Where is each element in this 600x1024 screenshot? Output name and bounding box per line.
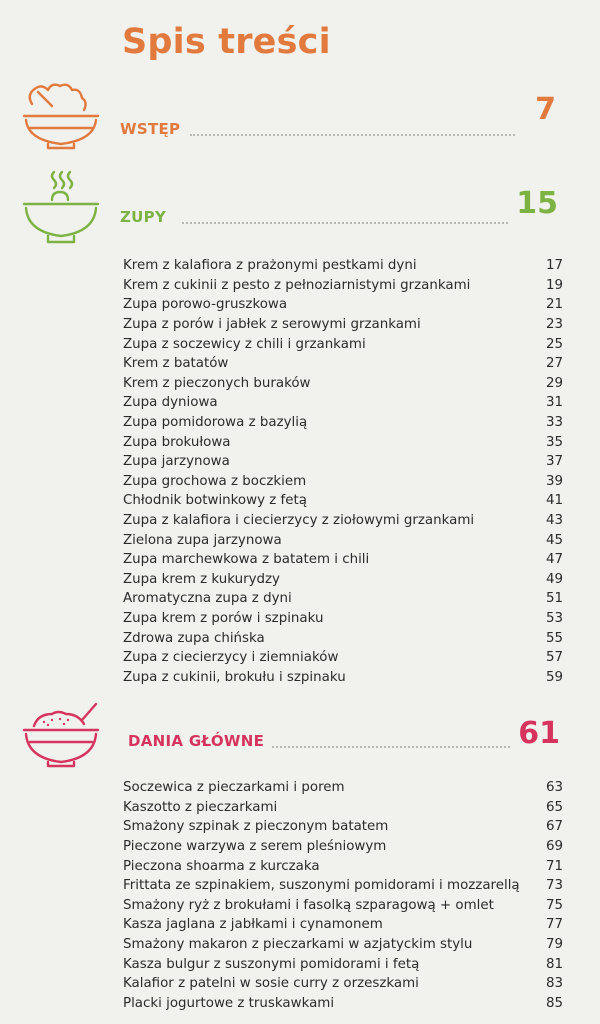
page-title: Spis treści bbox=[122, 22, 331, 62]
toc-entry-page: 55 bbox=[545, 630, 563, 646]
toc-entry-title: Zupa porowo-gruszkowa bbox=[123, 297, 288, 313]
toc-entry[interactable] bbox=[123, 778, 563, 798]
toc-entry[interactable] bbox=[123, 374, 563, 394]
toc-entry-title: Kasza jaglana z jabłkami i cynamonem bbox=[123, 917, 383, 933]
toc-entry[interactable] bbox=[123, 472, 563, 492]
toc-entry[interactable] bbox=[123, 530, 563, 550]
toc-entry-title: Chłodnik botwinkowy z fetą bbox=[123, 493, 307, 509]
toc-entry[interactable] bbox=[123, 935, 563, 955]
toc-entry-page: 53 bbox=[545, 610, 563, 626]
toc-entry-title: Krem z cukinii z pesto z pełnoziarnistymi grzankami bbox=[123, 277, 471, 293]
toc-entry[interactable] bbox=[123, 256, 563, 276]
toc-entry-title: Zupa krem z porów i szpinaku bbox=[123, 610, 324, 626]
toc-entry-page: 19 bbox=[545, 277, 563, 293]
toc-entry-page: 79 bbox=[545, 937, 563, 953]
section-page-number: 15 bbox=[516, 186, 558, 221]
toc-entry-page: 69 bbox=[545, 839, 563, 855]
toc-entry-page: 59 bbox=[545, 669, 563, 685]
toc-entry[interactable] bbox=[123, 315, 563, 335]
section-label: WSTĘP bbox=[120, 120, 181, 138]
toc-entry-page: 57 bbox=[545, 650, 563, 666]
toc-entry-page: 83 bbox=[545, 976, 563, 992]
toc-entry-page: 41 bbox=[545, 493, 563, 509]
leader-dots bbox=[182, 222, 508, 224]
toc-entry[interactable] bbox=[123, 628, 563, 648]
toc-entry-title: Zupa marchewkowa z batatem i chili bbox=[123, 552, 370, 568]
toc-entry[interactable] bbox=[123, 954, 563, 974]
section-intro[interactable] bbox=[0, 82, 600, 152]
toc-entry[interactable] bbox=[123, 334, 563, 354]
toc-entry-page: 47 bbox=[545, 552, 563, 568]
toc-entry-title: Zupa dyniowa bbox=[123, 395, 218, 411]
toc-entry-title: Placki jogurtowe z truskawkami bbox=[123, 995, 335, 1011]
toc-entry-page: 43 bbox=[545, 513, 563, 529]
toc-entry-page: 85 bbox=[545, 995, 563, 1011]
toc-entry-title: Aromatyczna zupa z dyni bbox=[123, 591, 292, 607]
toc-entry[interactable] bbox=[123, 276, 563, 296]
toc-entry-title: Zupa krem z kukurydzy bbox=[123, 571, 280, 587]
toc-entry-title: Zupa z kalafiora i ciecierzycy z ziołowymi grzankami bbox=[123, 513, 475, 529]
toc-entry[interactable] bbox=[123, 798, 563, 818]
toc-entry[interactable] bbox=[123, 413, 563, 433]
rice-bowl-icon bbox=[18, 700, 104, 770]
toc-entry-title: Zdrowa zupa chińska bbox=[123, 630, 265, 646]
toc-entry-page: 25 bbox=[545, 336, 563, 352]
toc-entry-title: Smażony szpinak z pieczonym batatem bbox=[123, 819, 389, 835]
section-page-number: 7 bbox=[535, 92, 556, 127]
toc-entry[interactable] bbox=[123, 491, 563, 511]
mains-list bbox=[123, 778, 563, 1013]
toc-entry-page: 67 bbox=[545, 819, 563, 835]
toc-entry[interactable] bbox=[123, 974, 563, 994]
toc-entry[interactable] bbox=[123, 432, 563, 452]
toc-entry[interactable] bbox=[123, 354, 563, 374]
toc-entry[interactable] bbox=[123, 452, 563, 472]
soups-list bbox=[123, 256, 563, 687]
toc-entry-page: 29 bbox=[545, 375, 563, 391]
toc-entry-title: Zupa z ciecierzycy i ziemniaków bbox=[123, 650, 339, 666]
toc-entry-page: 49 bbox=[545, 571, 563, 587]
toc-entry-title: Zupa pomidorowa z bazylią bbox=[123, 415, 308, 431]
toc-entry-page: 33 bbox=[545, 415, 563, 431]
leader-dots bbox=[190, 134, 515, 136]
toc-entry-page: 75 bbox=[545, 897, 563, 913]
toc-entry-page: 65 bbox=[545, 799, 563, 815]
toc-entry-title: Krem z pieczonych buraków bbox=[123, 375, 311, 391]
toc-entry[interactable] bbox=[123, 896, 563, 916]
toc-entry-title: Kasza bulgur z suszonymi pomidorami i fetą bbox=[123, 956, 420, 972]
section-label: ZUPY bbox=[120, 208, 167, 226]
salad-bowl-icon bbox=[18, 82, 104, 152]
toc-entry[interactable] bbox=[123, 570, 563, 590]
toc-entry[interactable] bbox=[123, 550, 563, 570]
toc-entry-title: Krem z kalafiora z prażonymi pestkami dyni bbox=[123, 258, 417, 274]
toc-entry-page: 35 bbox=[545, 434, 563, 450]
toc-entry-page: 45 bbox=[545, 532, 563, 548]
toc-entry[interactable] bbox=[123, 589, 563, 609]
toc-entry-page: 27 bbox=[545, 356, 563, 372]
soup-bowl-icon bbox=[18, 170, 104, 250]
toc-entry[interactable] bbox=[123, 915, 563, 935]
toc-entry[interactable] bbox=[123, 393, 563, 413]
toc-entry-title: Frittata ze szpinakiem, suszonymi pomidorami i mozzarellą bbox=[123, 878, 520, 894]
toc-entry-page: 81 bbox=[545, 956, 563, 972]
toc-entry-title: Zupa grochowa z boczkiem bbox=[123, 473, 307, 489]
leader-dots bbox=[272, 746, 510, 748]
section-soups[interactable] bbox=[0, 170, 600, 240]
toc-entry-title: Smażony ryż z brokułami i fasolką szparagową + omlet bbox=[123, 897, 494, 913]
toc-entry[interactable] bbox=[123, 667, 563, 687]
toc-entry-page: 39 bbox=[545, 473, 563, 489]
toc-entry-page: 63 bbox=[545, 780, 563, 796]
toc-entry-title: Zupa z porów i jabłek z serowymi grzankami bbox=[123, 317, 421, 333]
toc-entry[interactable] bbox=[123, 609, 563, 629]
section-label: DANIA GŁÓWNE bbox=[128, 732, 265, 750]
toc-entry-page: 77 bbox=[545, 917, 563, 933]
toc-entry-title: Pieczona shoarma z kurczaka bbox=[123, 858, 320, 874]
toc-entry[interactable] bbox=[123, 817, 563, 837]
toc-entry-title: Soczewica z pieczarkami i porem bbox=[123, 780, 345, 796]
toc-entry[interactable] bbox=[123, 856, 563, 876]
toc-entry-page: 37 bbox=[545, 454, 563, 470]
toc-entry[interactable] bbox=[123, 994, 563, 1014]
section-mains[interactable] bbox=[0, 700, 600, 770]
toc-entry[interactable] bbox=[123, 837, 563, 857]
toc-entry-page: 51 bbox=[545, 591, 563, 607]
toc-entry-page: 17 bbox=[545, 258, 563, 274]
toc-entry-page: 73 bbox=[545, 878, 563, 894]
toc-entry-title: Zupa z soczewicy z chili i grzankami bbox=[123, 336, 366, 352]
toc-entry-title: Zupa z cukinii, brokułu i szpinaku bbox=[123, 669, 346, 685]
toc-entry-title: Kaszotto z pieczarkami bbox=[123, 799, 278, 815]
toc-entry-title: Zielona zupa jarzynowa bbox=[123, 532, 282, 548]
toc-entry-title: Krem z batatów bbox=[123, 356, 229, 372]
toc-entry-title: Pieczone warzywa z serem pleśniowym bbox=[123, 839, 387, 855]
toc-entry[interactable] bbox=[123, 295, 563, 315]
toc-entry-page: 31 bbox=[545, 395, 563, 411]
toc-entry-title: Zupa brokułowa bbox=[123, 434, 231, 450]
toc-entry-page: 21 bbox=[545, 297, 563, 313]
toc-entry-title: Smażony makaron z pieczarkami w azjatyckim stylu bbox=[123, 937, 473, 953]
toc-entry[interactable] bbox=[123, 511, 563, 531]
toc-entry-page: 71 bbox=[545, 858, 563, 874]
section-page-number: 61 bbox=[518, 716, 560, 751]
toc-entry-page: 23 bbox=[545, 317, 563, 333]
toc-entry-title: Kalafior z patelni w sosie curry z orzeszkami bbox=[123, 976, 419, 992]
toc-entry[interactable] bbox=[123, 648, 563, 668]
toc-entry-title: Zupa jarzynowa bbox=[123, 454, 230, 470]
toc-entry[interactable] bbox=[123, 876, 563, 896]
